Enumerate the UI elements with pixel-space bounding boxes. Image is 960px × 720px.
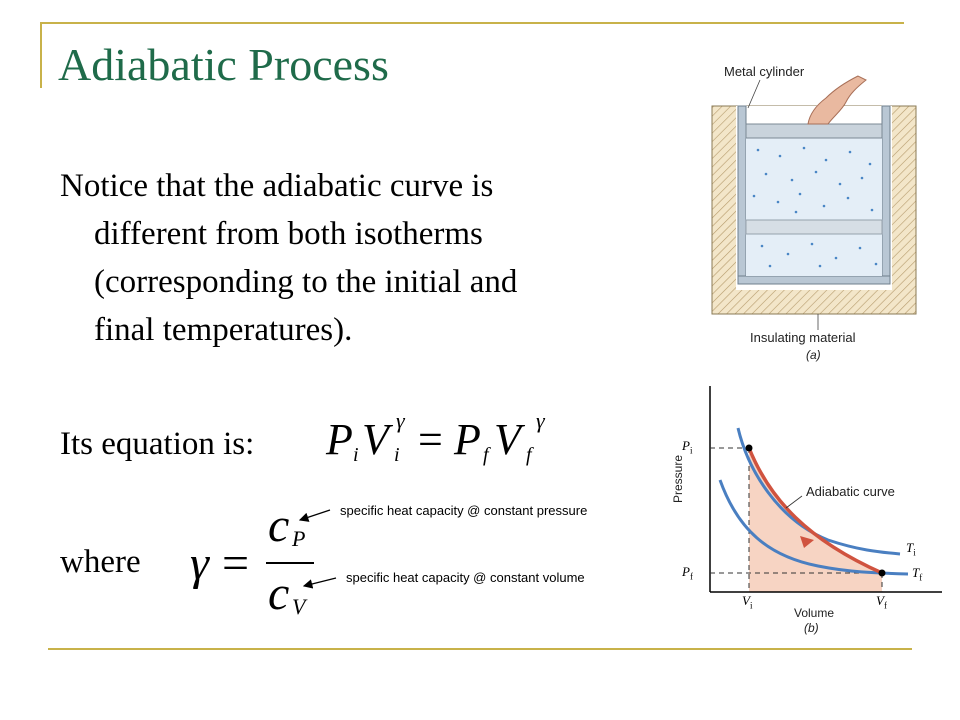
eq-lhs-v: V [362,415,389,464]
label-insulating-material: Insulating material [750,330,856,345]
work-area [749,448,882,592]
caption-b: (b) [804,621,819,635]
eq-equals: = [418,415,443,464]
piston-lower [746,220,882,234]
eq-rhs-v: V [494,415,521,464]
label-vi: $V_i$ [742,593,753,611]
label-tf: $T_f$ [912,565,923,583]
def-gamma: γ [190,537,209,590]
arrow-to-cv [304,578,336,586]
label-vf: $V_f$ [876,593,887,611]
figure-pv-diagram [668,380,950,642]
eq-lhs-gamma: γ [396,408,405,433]
def-den-c: c [268,567,290,620]
arrow-to-cp [300,510,330,520]
annotation-constant-pressure: specific heat capacity @ constant pressure [340,503,588,518]
caption-a: (a) [806,348,821,362]
x-axis-label: Volume [794,606,835,620]
equation-intro: Its equation is: [60,426,255,462]
eq-rhs-gamma: γ [536,408,545,433]
label-ti: $T_i$ [906,540,916,558]
eq-rhs-sub-f2: f [526,444,532,466]
label-pf: $P_f$ [682,564,693,582]
gas-region [746,138,882,276]
piston-upper [746,124,882,138]
def-num-sub: P [292,526,306,551]
def-num-c: c [268,499,290,552]
figure-cylinder [700,60,930,370]
cylinder-wall-right [882,106,890,284]
label-pi: $P_i$ [682,438,693,456]
cylinder-drawing [700,60,930,370]
paragraph-line-4: final temperatures). [94,312,353,348]
pv-diagram-drawing [668,380,950,642]
initial-state-point [746,445,753,452]
label-adiabatic-curve: Adiabatic curve [806,484,895,499]
slide-title: Adiabatic Process [58,39,389,90]
def-den-sub: V [292,594,306,619]
paragraph-line-2: different from both isotherms [94,216,483,252]
cylinder-wall-left [738,106,746,284]
eq-lhs-sub-i: i [353,444,359,466]
paragraph-line-3: (corresponding to the initial and [94,264,518,300]
eq-lhs-sub-i2: i [394,444,400,466]
eq-rhs-sub-f: f [483,444,489,466]
annotation-constant-volume: specific heat capacity @ constant volume [346,570,585,585]
where-label: where [60,544,141,580]
eq-lhs-p: P [326,415,353,464]
label-metal-cylinder: Metal cylinder [724,64,805,79]
eq-rhs-p: P [454,415,481,464]
cylinder-base [738,276,890,284]
def-equals: = [222,537,250,590]
final-state-point [879,570,886,577]
y-axis-label: Pressure [671,454,686,504]
paragraph-line-1: Notice that the adiabatic curve is [60,168,494,204]
